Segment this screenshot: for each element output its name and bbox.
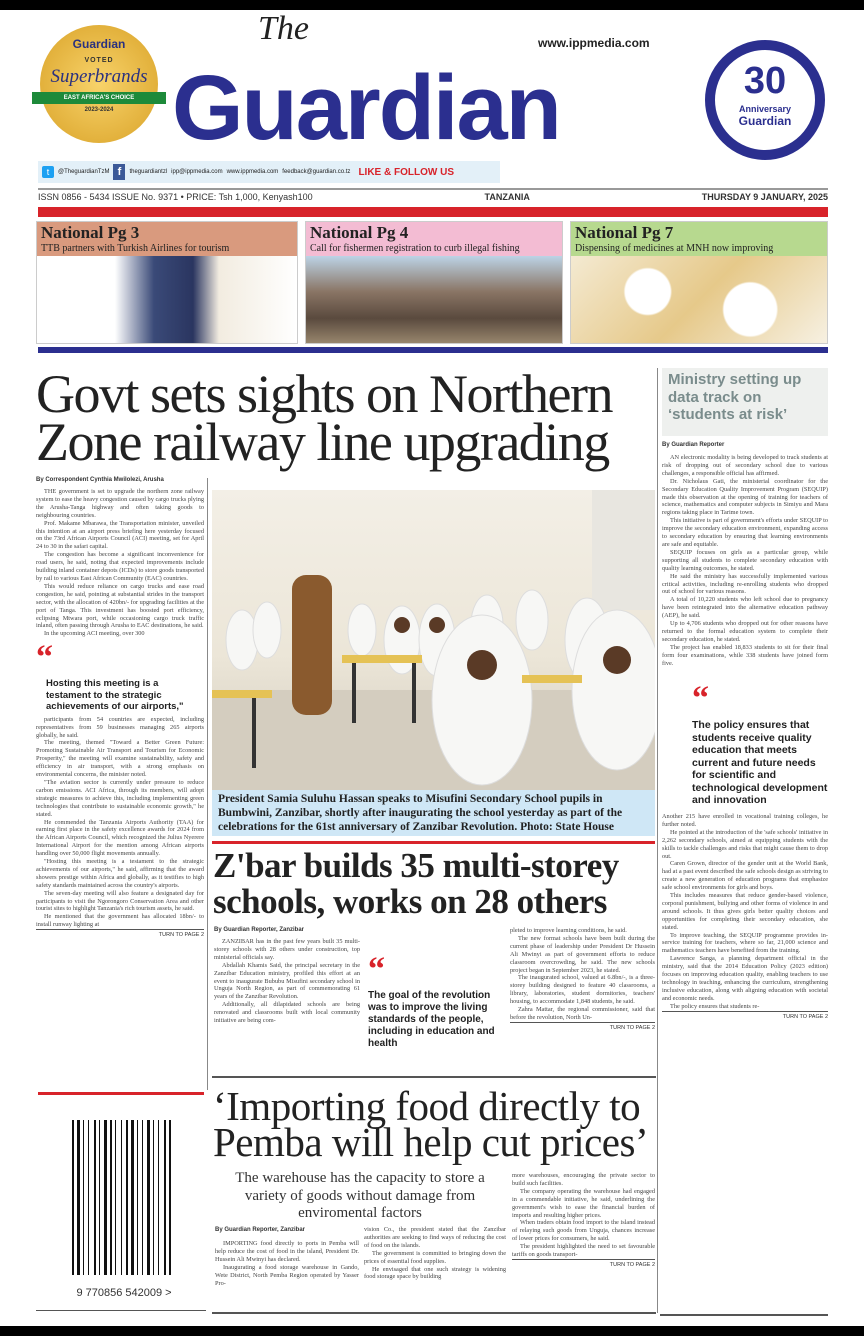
paragraph: The new format schools have been built during the current phase of leadership under President Dr Hussein Ali Mwinyi as part of government efforts to reduce classroom overcrowding, he said. The new schools project began in September 2023, he stated. [510,934,655,974]
story2-pull-quote [368,950,506,1050]
story3-col1 [215,1240,359,1287]
paragraph: This initiative is part of government's efforts under SEQUIP to improve the secondary education environment, expanding access to secondary education by ensuring that learning environments are safe and equitable. [662,517,829,548]
badge-ribbon: EAST AFRICA'S CHOICE [32,92,166,104]
paragraph: This includes measures that reduce gender-based violence, corporal punishment, bullying and other forms of violence in and around schools. It thus gives girls better quality choices and opportunities for completing their secondary education, she stated. [662,892,828,931]
teaser-title: National Pg 4 [310,223,409,242]
column-rule [657,368,658,1313]
pull-quote-text: The goal of the revolution was to improve the living standards of the people, including in education and health [368,990,495,1049]
barcode-bar [121,1120,122,1275]
turn-to-page-link[interactable]: TURN TO PAGE 2 [512,1259,655,1268]
badge-voted: VOTED [84,57,114,64]
paragraph: He pointed at the introduction of the 'safe schools' initiative in 2,262 secondary schools, aimed at equipping students with the skills to tackle challenges and risks that might cause them to drop out. [662,828,828,860]
classroom-photo-illustration [212,490,655,790]
teaser-photo [306,256,562,344]
pull-quote-text: The policy ensures that students receive quality education that meets current and future needs for scientific and technological development and innovation [692,719,828,807]
paragraph: He said the ministry has successfully implemented various critical activities, including re-enrolling students who dropped out of school for various reasons. [662,572,828,596]
paragraph: He mentioned that the government has allocated 18bn/- to install runway lighting at [36,913,204,929]
story3-col2 [364,1226,506,1281]
facebook-handle[interactable]: theguardiantzl [129,169,168,175]
story2-headline[interactable]: Z'bar builds 35 multi-storey schools, works on 28 others [213,846,619,921]
paragraph: The government is committed to bringing down the prices of essential food supplies. [364,1249,506,1265]
barcode-bar [137,1120,138,1275]
barcode-bar [83,1120,84,1275]
paragraph: ZANZIBAR has in the past few years built 35 multi-storey schools with 28 others under construction, top ministerial officials say. [214,938,360,961]
barcode-bar [104,1120,107,1275]
teaser-subtitle: TTB partners with Turkish Airlines for tourism [41,243,230,254]
barcode-bar [142,1120,143,1275]
lead-body [36,488,204,638]
paragraph: Additionally, all dilapidated schools are being renovated and classrooms built with local community initiative are being com- [214,1001,360,1025]
paragraph: AN electronic modality is being developed to track students at risk of dropping out of secondary school due to various challenges, a responsible official has affirmed. [662,454,828,477]
barcode-bar [169,1120,171,1275]
lead-body-2 [36,716,204,929]
red-divider [38,1092,204,1095]
badge-brand: Guardian [72,37,126,51]
barcode-bar [131,1120,134,1275]
paragraph: more warehouses, encouraging the private sector to build such facilities. [512,1172,655,1187]
paragraph: Inaugurating a food storage warehouse in Gando, Wete District, North Pemba Region operated by Yasser Pro- [215,1263,359,1287]
paragraph: Abdallah Khamis Said, the principal secretary in the Zanzibar Education ministry, profiled this effort at an event to inaugurate Bububu Misufini secondary school in Unguja North Region, as part of commemorating 61 years of the Zanzibar Revolution. [214,961,360,1001]
newspaper-logo: Guardian [172,57,560,159]
divider [660,1314,828,1316]
barcode-bar [164,1120,166,1275]
paragraph: The policy ensures that students re- [670,1002,760,1010]
teaser-title: National Pg 3 [41,223,140,242]
paragraph: The project has enabled 18,833 students to sit for their final form four examinations, while 338 students have joined form five. [662,643,828,667]
teaser-national-pg7[interactable] [570,221,828,344]
issue-info [38,192,828,202]
issn-price: ISSN 0856 - 5434 ISSUE No. 9371 • PRICE: Tsh 1,000, Kenyash100 [38,192,313,202]
divider [36,1310,206,1311]
teaser-band [571,222,827,256]
teaser-band [37,222,297,256]
email-link[interactable]: ipp@ippmedia.com [171,169,223,175]
story3-headline[interactable]: ‘Importing food directly to Pemba will help cut prices’ [213,1083,649,1165]
story3-col3 [512,1172,655,1268]
paragraph: "Hosting this meeting is a testament to the strategic achievements of our airports," he said, affirming that the award showers prestige within Africa and globally, as it testifies to high safety standards maintained across the country's airports. [36,858,204,889]
follow-cta: LIKE & FOLLOW US [358,166,454,178]
facebook-icon[interactable]: f [113,164,125,180]
lead-photo[interactable] [212,490,655,790]
barcode-bar [115,1120,116,1275]
teaser-photo [37,256,297,344]
lead-pull-quote: Hosting this meeting is a testament to the strategic achievements of our airports," [46,678,184,713]
paragraph: He commended the Tanzania Airports Authority (TAA) for earning first place in the safety excellence awards for 2024 from the African Airports Council, which recognized the Julius Nyerere International Airport for the mention among African airports handling over 50,000 flight movements annually. [36,818,204,858]
turn-to-page-link[interactable]: TURN TO PAGE 2 [510,1022,655,1031]
paragraph: Up to 4,706 students who dropped out for other reasons have returned to the formal education system to complete their secondary education, he stated. [662,620,828,643]
photo-caption: President Samia Suluhu Hassan speaks to Misufini Secondary School pupils in Bumbwini, Zanzibar, shortly after inaugurating the school yesterday as part of the celebrations for the 61st anniversary of Zanzibar Revolution. Photo: State House [212,790,655,836]
paragraph: The congestion has become a significant inconvenience for road users, he said, noting that expected improvements include building inland container depots (ICDs) to store goods transported by rail to various East African Community (EAC) countries. [36,551,204,582]
column-rule [207,478,208,1090]
paragraph: "The aviation sector is currently under pressure to reduce carbon emissions. ACI Africa, through its members, will adopt strategic measures to achieve this, including implementing green technologies that contribute to sustainable economic growth," he stated. [36,778,204,818]
paragraph: IMPORTING food directly to ports in Pemba will help reduce the cost of food in the island, President Dr. Hussein Ali Mwinyi has declared. [215,1240,359,1263]
badge-years: 2023-2024 [84,107,114,113]
teaser-subtitle: Call for fishermen registration to curb illegal fishing [310,243,520,254]
teaser-band [306,222,562,256]
paragraph: Dr. Nicholaus Gati, the ministerial coordinator for the Secondary Education Quality Improvement Program (SEQUIP) made this observation at the opening of training for teachers of science, mathematics and computer subjects in Simiyu and Mara regions taking place in Tarime town. [662,477,828,517]
paragraph: To improve teaching, the SEQUIP programme provides in-service training for teachers, where so far, 21,000 science and mathematics teachers have benefited from the training. [662,931,828,955]
divider [212,1312,656,1314]
sidebar-column [662,442,828,1020]
superbrands-badge [40,25,158,143]
paragraph: In the upcoming ACI meeting, over 300 [44,630,145,638]
social-strip [38,161,500,183]
logo-the: The [258,10,309,47]
quote-mark-icon: “ [36,639,53,677]
bottom-border [0,1326,864,1336]
story3-subhead: The warehouse has the capacity to store a variety of goods without damage from enviromental factors [235,1170,485,1221]
sidebar-pull-quote [662,667,828,813]
barcode-bar [72,1120,74,1275]
barcode-bar [94,1120,96,1275]
barcode [62,1110,187,1300]
web-link[interactable]: www.ippmedia.com [226,169,279,175]
twitter-icon[interactable]: t [42,166,54,178]
divider [212,1076,656,1078]
story2-col1 [214,938,360,1025]
paragraph: The company operating the warehouse had engaged in a commendable initiative, he said, underlining the government's wish to ease the financial burden of imports and resulting higher prices. [512,1187,655,1219]
turn-to-page-link[interactable]: TURN TO PAGE 2 [36,929,204,938]
barcode-number: 9 770856 542009 > [76,1287,172,1299]
barcode-bar [88,1120,89,1275]
paragraph: When traders obtain food import to the island instead of relaying such goods from Unguja, chances increase of lower prices for consumers, he said. [512,1219,655,1243]
paragraph: THE government is set to upgrade the northern zone railway system to ease the heavy congestion caused by cargo trucks plying the Arusha-Tanga highway and often taking goods to neighbouring countries. [36,488,204,519]
barcode-bar [126,1120,128,1275]
barcode-bar [147,1120,150,1275]
story3-byline: By Guardian Reporter, Zanzibar [215,1227,306,1233]
turn-to-page-link[interactable]: TURN TO PAGE 2 [662,1011,828,1020]
teaser-title: National Pg 7 [575,223,674,242]
website-url[interactable]: www.ippmedia.com [538,36,650,50]
red-divider [38,207,828,217]
lead-byline: By Correspondent Cynthia Mwilolezi, Arusha [36,477,164,483]
paragraph: Caren Grown, director of the gender unit at the World Bank, had at a past event described the safe schools design as striving to create a new generation of education programs that emphasize safe school environments for girls and boys. [662,860,828,892]
paragraph: The president highlighted the need to set favourable tariffs on goods transport- [512,1243,655,1259]
barcode-bar [158,1120,159,1275]
sidebar-body-2 [662,813,828,1011]
lead-headline[interactable]: Govt sets sights on Northern Zone railway line upgrading [36,364,612,472]
paragraph: participants from 54 countries are expected, including representatives from 59 businesses managing 265 airports globally, he said. [36,715,204,739]
top-border [0,0,864,10]
paragraph: The inaugurated school, valued at 6.8bn/-, is a three-storey building designed to feature 40 classrooms, a library, laboratories, student dormitories, teachers' housing, to accommodate 1,848 students, he said. [510,974,655,1006]
anniversary-number: 30 [743,60,787,102]
teaser-national-pg3[interactable] [36,221,298,344]
paragraph: vision Co., the president stated that the Zanzibar authorities are seeking to find ways of reducing the cost of food on the islands. [364,1226,506,1249]
divider [38,188,828,190]
sidebar-byline: By Guardian Reporter [662,442,725,448]
anniversary-label: Anniversary [738,103,792,114]
feedback-link[interactable]: feedback@guardian.co.tz [282,169,351,175]
teaser-national-pg4[interactable] [305,221,563,344]
badge-name: Superbrands [50,66,148,87]
lead-column [36,477,204,938]
paragraph: Another 215 have enrolled in vocational training colleges, he further noted. [662,812,828,828]
barcode-bar [77,1120,80,1275]
twitter-handle[interactable]: @TheguardianTzM [58,169,110,175]
paragraph: SEQUIP focuses on girls as a particular group, while supporting all students to complete secondary education with quality learning outcomes, he stated. [662,548,828,572]
teaser-subtitle: Dispensing of medicines at MNH now improving [575,243,774,254]
red-divider [212,841,655,844]
issue-date: THURSDAY 9 JANUARY, 2025 [701,192,828,202]
anniversary-seal [705,40,825,160]
paragraph: A total of 10,220 students who left school due to pregnancy have been reintegrated into the alternative education pathway (AEP), he said. [662,596,828,620]
paragraph: This would reduce reliance on cargo trucks and ease road congestion, he said, pointing at substantial strides in the transport sector, with the allocation of 420bn/- for upgrading facilities at the port of Tanga. This investment has boosted port efficiency, eclipsing Mtwara port, while occasioning cargo truck traffic inland, often passing through Arusha to EAC destinations, he said. [36,582,204,630]
country: TANZANIA [484,192,530,202]
paragraph: Lawrence Sanga, a planning department official in the ministry, said that the 2014 Education Policy (2023 edition) focuses on improving education quality, enabling teachers to use technology in teaching, enhancing the curriculum, strengthening inclusive education, along with aligning education with societal and economic needs. [662,955,828,1002]
paragraph: The meeting, themed "Toward a Better Green Future: Promoting Sustainable Air Transport and Tourism for Economic Prosperity," the meeting will examine sustainability, safety and efficiency in air transport, with a strong emphasis on environmental concerns, the minister noted. [36,739,204,779]
anniversary-brand: Guardian [738,113,792,128]
paragraph: He envisaged that one such strategy is widening food storage space by building [364,1265,506,1281]
paragraph: pleted to improve learning conditions, he said. [510,927,627,934]
sidebar-body [662,454,828,667]
blue-divider [38,347,828,353]
story2-byline: By Guardian Reporter, Zanzibar [214,927,305,933]
quote-mark-icon: “ [368,951,385,988]
barcode-bar [153,1120,154,1275]
quote-mark-icon: “ [692,680,709,718]
teaser-photo [571,256,827,344]
paragraph: Zahra Mattar, the regional commissioner, said that before the revolution, North Un- [510,1006,655,1021]
barcode-bar [99,1120,100,1275]
paragraph: The seven-day meeting will also feature a designated day for participants to visit the Ngorongoro Conservation Area and other tourist sites to highlight Tanzania's rich tourism assets, he said. [36,889,204,913]
story2-col2 [510,927,655,1031]
barcode-bar [110,1120,112,1275]
sidebar-headline[interactable]: Ministry setting up data track on ‘students at risk’ [662,368,828,436]
paragraph: Prof. Makame Mbarawa, the Transportation minister, unveiled this intention at an airport press briefing here yesterday focused on the 73rd African Airports Council (ACI) meeting, set for April 24 to 30 in the safari capital. [36,519,204,551]
